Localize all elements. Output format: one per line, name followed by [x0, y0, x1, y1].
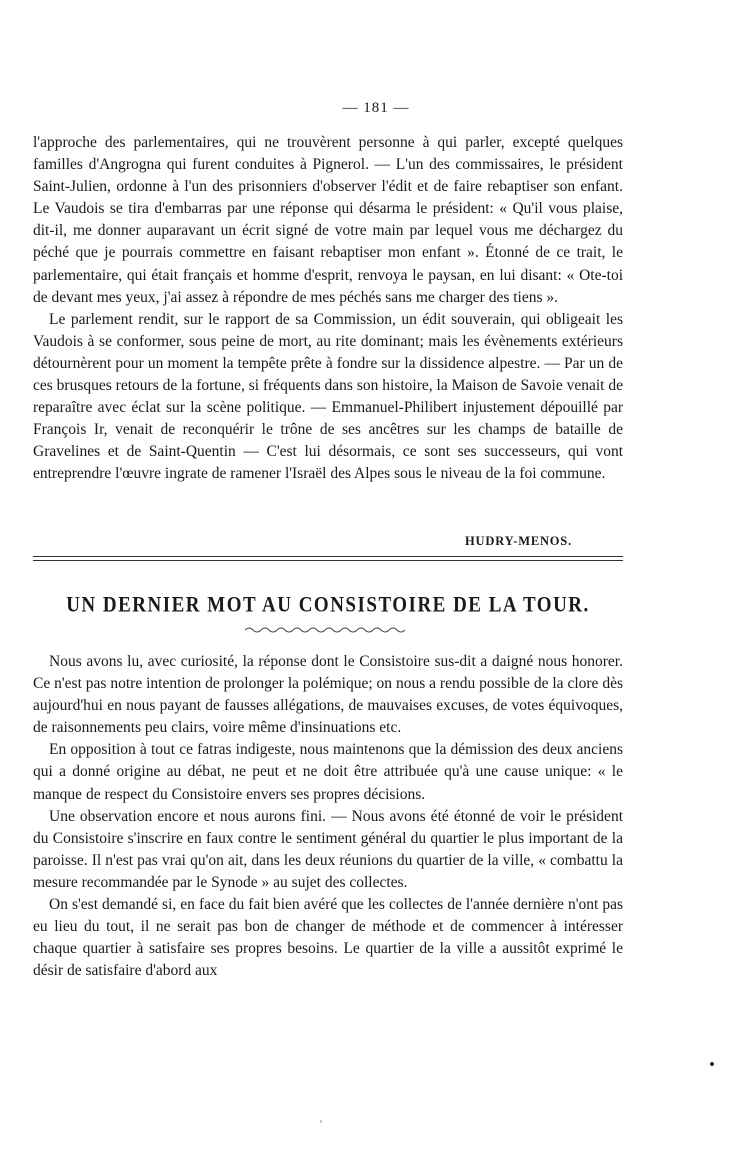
- paragraph: On s'est demandé si, en face du fait bien avéré que les collectes de l'année dernière n'ont pas eu lieu du tout, il ne serait pas bon de changer de méthode et de commencer à intéresser chaque quartier à satisfaire ses propres besoins. Le quartier de la ville a aussitôt exprimé le désir de satisfaire d'abord aux: [33, 896, 623, 980]
- page-number: — 181 —: [342, 100, 410, 116]
- title-ornament: [245, 626, 405, 634]
- author-signature: HUDRY-MENOS.: [465, 534, 572, 548]
- paragraph: l'approche des parlementaires, qui ne trouvèrent personne à qui parler, excepté quelques familles d'Angrogna qui furent conduites à Pignerol. — L'un des commissaires, le président Saint-Julien, ordonne à l'un des prisonniers d'observer l'édit et de faire rebaptiser son enfant. Le Vaudois se tira d'embarras par une réponse qui désarma le président: « Qu'il vous plaise, dit-il, me donner auparavant un écrit signé de votre main par lequel vous me déchargez du péché que je pourrais commettre en faisant rebaptiser mon enfant ». Étonné de ce trait, le parlementaire, qui était français et homme d'esprit, renvoya le paysan, en lui disant: « Ote-toi de devant mes yeux, j'ai assez à répondre de mes péchés sans me charger des tiens ».: [33, 134, 623, 306]
- paragraph: Une observation encore et nous aurons fini. — Nous avons été étonné de voir le président du Consistoire s'inscrire en faux contre le sentiment général du quartier le plus important de la paroisse. Il n'est pas vrai qu'on ait, dans les deux réunions du quartier de la ville, « combattu la mesure recommandée par le Synode » au sujet des collectes.: [33, 807, 623, 891]
- article-body: [33, 651, 623, 982]
- section-divider: [33, 560, 623, 561]
- print-speck: [320, 1120, 322, 1123]
- paragraph: Le parlement rendit, sur le rapport de sa Commission, un édit souverain, qui obligeait les Vaudois à se conformer, sous peine de mort, au rite dominant; mais les évènements extérieurs détournèrent pour un moment la tempête prête à fondre sur la dissidence alpestre. — Par un de ces brusques retours de la fortune, si fréquents dans son histoire, la Maison de Savoie venait de reparaître avec éclat sur la scène politique. — Emmanuel-Philibert injustement dépouillé par François Ir, venait de reconquérir le trône de ses ancêtres sur les champs de bataille de Gravelines et de Saint-Quentin — C'est lui désormais, ce sont ses successeurs, qui vont entreprendre l'œuvre ingrate de ramener l'Israël des Alpes sous le niveau de la foi commune.: [33, 310, 623, 483]
- article-continuation: [33, 132, 623, 486]
- paragraph: En opposition à tout ce fatras indigeste, nous maintenons que la démission des deux anciens qui a donné origine au débat, ne peut et ne doit être attribuée qu'à une cause unique: « le manque de respect du Consistoire envers ses propres décisions.: [33, 741, 623, 803]
- article-title: UN DERNIER MOT AU CONSISTOIRE DE LA TOUR.: [66, 593, 590, 618]
- print-speck: [710, 1062, 714, 1066]
- section-divider: [33, 556, 623, 557]
- paragraph: Nous avons lu, avec curiosité, la réponse dont le Consistoire sus-dit a daigné nous honorer. Ce n'est pas notre intention de prolonger la polémique; on nous a rendu possible de la clore dès aujourd'hui en nous payant de fausses allégations, de mauvaises excuses, de votes équivoques, de raisonnements peu clairs, voire même d'insinuations etc.: [33, 653, 623, 737]
